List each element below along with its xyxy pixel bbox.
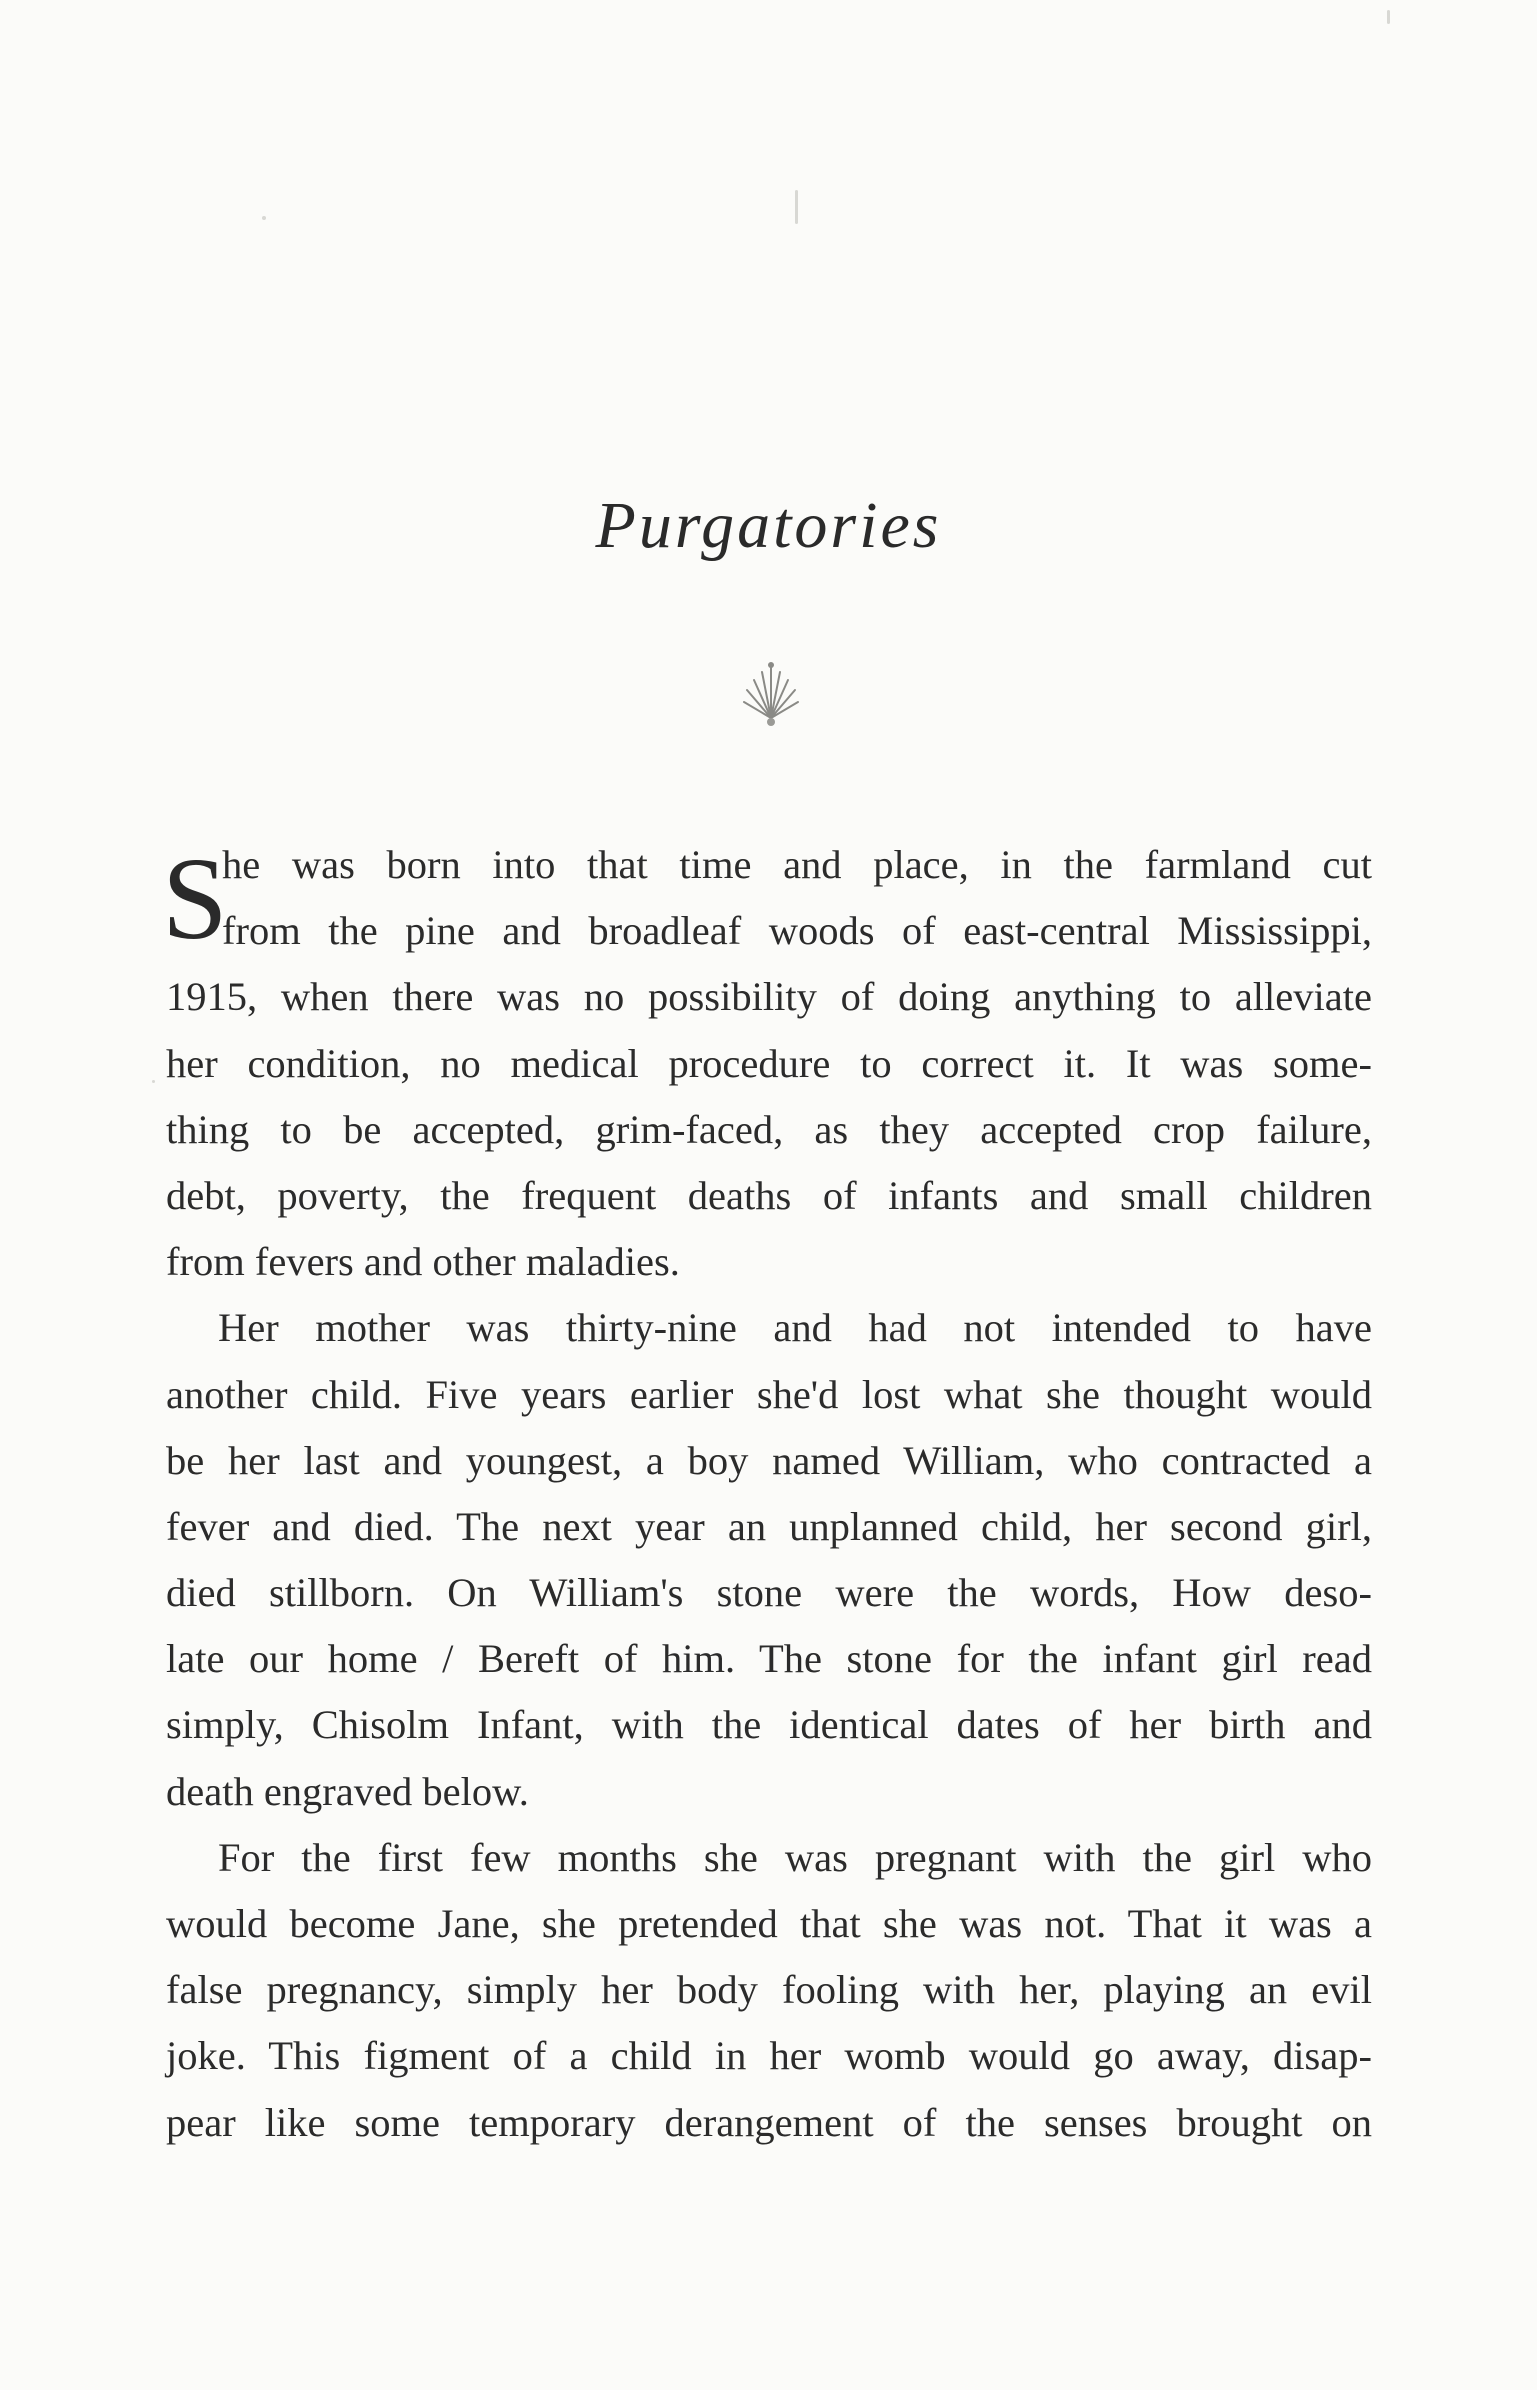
paper-speck <box>262 216 266 220</box>
text-line: be her last and youngest, a boy named William, who contracted a <box>166 1437 1372 1483</box>
text-line: thing to be accepted, grim-faced, as they accepted crop failure, <box>166 1106 1372 1152</box>
text-line: fever and died. The next year an unplanned child, her second girl, <box>166 1503 1372 1549</box>
text-line: from the pine and broadleaf woods of east-central Mississippi, <box>222 908 1372 954</box>
text-line: joke. This figment of a child in her womb would go away, disap- <box>166 2033 1372 2079</box>
paragraph-2 <box>166 1295 1372 1825</box>
text-line: simply, Chisolm Infant, with the identical dates of her birth and <box>166 1702 1372 1748</box>
text-line: would become Jane, she pretended that she was not. That it was a <box>166 1901 1372 1946</box>
chapter-body <box>162 832 1372 2156</box>
text-line: he was born into that time and place, in the farmland cut <box>222 842 1372 887</box>
drop-cap: S <box>162 833 228 964</box>
paper-speck <box>795 190 798 224</box>
text-line: late our home / Bereft of him. The stone for the infant girl read <box>166 1636 1372 1682</box>
text-line: 1915, when there was no possibility of doing anything to alleviate <box>166 974 1372 1020</box>
text-line: another child. Five years earlier she'd lost what she thought would <box>166 1371 1372 1417</box>
paper-speck <box>152 1080 155 1083</box>
text-line: debt, poverty, the frequent deaths of infants and small children <box>166 1172 1372 1218</box>
text-line: false pregnancy, simply her body fooling with her, playing an evil <box>166 1967 1372 2013</box>
fan-flourish-icon <box>738 660 804 730</box>
text-line: died stillborn. On William's stone were the words, How deso- <box>166 1570 1372 1616</box>
text-line: Her mother was thirty-nine and had not intended to have <box>218 1305 1372 1351</box>
text-line: pear like some temporary derangement of the senses brought on <box>166 2099 1372 2145</box>
paper-speck <box>1387 10 1390 24</box>
text-line: her condition, no medical procedure to correct it. It was some- <box>166 1040 1372 1086</box>
text-line: death engraved below. <box>166 1768 529 1814</box>
paragraph-3 <box>166 1825 1372 2156</box>
chapter-title: Purgatories <box>595 489 942 562</box>
paragraph-1 <box>166 832 1372 1295</box>
text-line: from fevers and other maladies. <box>166 1239 680 1285</box>
text-line: For the first few months she was pregnant with the girl who <box>218 1834 1372 1880</box>
